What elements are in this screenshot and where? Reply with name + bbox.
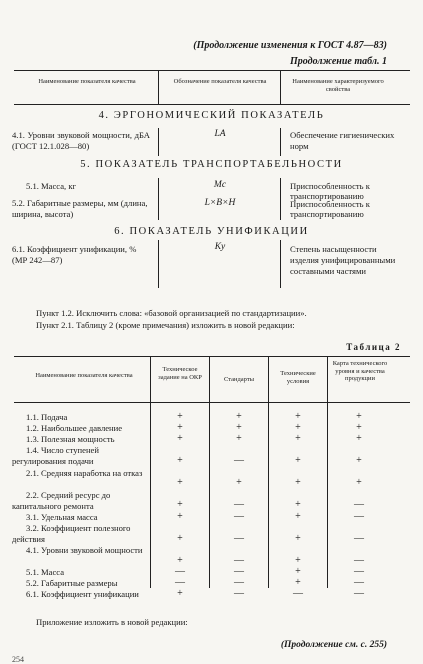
section-title: 6. ПОКАЗАТЕЛЬ УНИФИКАЦИИ bbox=[114, 226, 309, 237]
table2-row-name: 3.2. Коэффициент полезного действия bbox=[12, 523, 131, 544]
table2-row-name: 1.4. Число ступеней регулирования подачи bbox=[12, 445, 99, 466]
table1-header-rule bbox=[14, 104, 410, 105]
dash-mark: — bbox=[234, 499, 244, 510]
dash-mark: — bbox=[175, 566, 185, 577]
table1-row-property: Приспособленность к транспортированию bbox=[290, 181, 370, 201]
table2-col-name: Наименование показателя качества bbox=[35, 372, 133, 379]
table1-header-divider bbox=[158, 70, 159, 104]
table2-row-name: 4.1. Уровни звуковой мощности bbox=[26, 545, 143, 555]
dash-mark: — bbox=[354, 511, 364, 522]
plus-mark: + bbox=[177, 477, 183, 488]
table1-row-symbol: Mc bbox=[213, 180, 227, 190]
plus-mark: + bbox=[295, 511, 301, 522]
plus-mark: + bbox=[356, 477, 362, 488]
plus-mark: + bbox=[177, 533, 183, 544]
dash-mark: — bbox=[175, 577, 185, 588]
dash-mark: — bbox=[234, 511, 244, 522]
plus-mark: + bbox=[177, 511, 183, 522]
continuation-heading: (Продолжение изменения к ГОСТ 4.87—83) bbox=[193, 40, 387, 51]
dash-mark: — bbox=[234, 555, 244, 566]
plus-mark: + bbox=[356, 422, 362, 433]
table1-divider bbox=[280, 128, 281, 156]
table2-col-tz: Техническое задание на ОКР bbox=[158, 366, 202, 381]
instruction-line: Пункт 2.1. Таблицу 2 (кроме примечания) изложить в новой редакции: bbox=[36, 320, 295, 330]
table2-col-tu: Технические условия bbox=[280, 370, 316, 385]
table2-label: Таблица 2 bbox=[346, 342, 401, 352]
plus-mark: + bbox=[295, 499, 301, 510]
appendix-instruction: Приложение изложить в новой редакции: bbox=[36, 617, 188, 627]
table1-divider bbox=[158, 128, 159, 156]
plus-mark: + bbox=[236, 433, 242, 444]
plus-mark: + bbox=[295, 422, 301, 433]
plus-mark: + bbox=[177, 588, 183, 599]
table2-header-rule bbox=[14, 402, 410, 403]
plus-mark: + bbox=[356, 433, 362, 444]
dash-mark: — bbox=[234, 566, 244, 577]
table2-divider bbox=[209, 356, 210, 588]
instruction-line: Пункт 1.2. Исключить слова: «базовой организацией по стандартизации». bbox=[36, 308, 307, 318]
plus-mark: + bbox=[177, 555, 183, 566]
plus-mark: + bbox=[236, 422, 242, 433]
table2-row-name: 1.3. Полезная мощность bbox=[26, 434, 115, 444]
table1-row-symbol: L×B×H bbox=[204, 198, 236, 208]
table1-divider bbox=[158, 178, 159, 220]
table2-row-name: 3.1. Удельная масса bbox=[26, 512, 98, 522]
table2-col-standards: Стандарты bbox=[223, 376, 255, 383]
table2-row-name: 2.2. Средний ресурс до капитального ремонта bbox=[12, 490, 111, 511]
plus-mark: + bbox=[236, 411, 242, 422]
table2-divider bbox=[268, 356, 269, 588]
table1-divider bbox=[158, 240, 159, 288]
table2-row-name: 1.1. Подача bbox=[26, 412, 68, 422]
plus-mark: + bbox=[177, 455, 183, 466]
table2-row-name: 2.1. Средняя наработка на отказ bbox=[26, 468, 143, 478]
table1-row-property: Степень насыщенности изделия унифицированными составными частями bbox=[290, 244, 396, 276]
table1-col-property: Наименование характеризуемого свойства bbox=[292, 78, 384, 93]
plus-mark: + bbox=[177, 411, 183, 422]
section-title: 4. ЭРГОНОМИЧЕСКИЙ ПОКАЗАТЕЛЬ bbox=[98, 110, 325, 121]
table-continuation-label: Продолжение табл. 1 bbox=[289, 56, 387, 67]
plus-mark: + bbox=[177, 422, 183, 433]
table1-col-symbol: Обозначение показателя качества bbox=[173, 78, 267, 85]
continued-note: (Продолжение см. с. 255) bbox=[280, 640, 387, 650]
dash-mark: — bbox=[354, 577, 364, 588]
table1-row-name: 6.1. Коэффициент унификации, % (МР 242—87) bbox=[12, 244, 137, 265]
plus-mark: + bbox=[295, 433, 301, 444]
table2-row-name: 5.1. Масса bbox=[26, 567, 65, 577]
dash-mark: — bbox=[234, 577, 244, 588]
table1-row-property: Обеспечение гигиенических норм bbox=[290, 130, 395, 151]
plus-mark: + bbox=[295, 455, 301, 466]
table1-top-rule bbox=[14, 70, 410, 71]
plus-mark: + bbox=[295, 477, 301, 488]
plus-mark: + bbox=[295, 566, 301, 577]
table1-row-name: 5.2. Габаритные размеры, мм (длина, ширина, высота) bbox=[12, 198, 148, 219]
dash-mark: — bbox=[234, 533, 244, 544]
plus-mark: + bbox=[177, 499, 183, 510]
plus-mark: + bbox=[356, 455, 362, 466]
dash-mark: — bbox=[234, 455, 244, 466]
table1-row-symbol: LA bbox=[214, 129, 226, 139]
dash-mark: — bbox=[354, 533, 364, 544]
table1-row-property: Приспособленность к транспортированию bbox=[290, 199, 370, 219]
table2-top-rule bbox=[14, 356, 410, 357]
table1-divider bbox=[280, 178, 281, 220]
section-title: 5. ПОКАЗАТЕЛЬ ТРАНСПОРТАБЕЛЬНОСТИ bbox=[80, 159, 343, 170]
table2-row-name: 5.2. Габаритные размеры bbox=[26, 578, 118, 588]
dash-mark: — bbox=[293, 588, 303, 599]
table1-header-divider bbox=[280, 70, 281, 104]
plus-mark: + bbox=[295, 577, 301, 588]
table1-col-name: Наименование показателя качества bbox=[38, 78, 136, 85]
table1-divider bbox=[280, 240, 281, 288]
plus-mark: + bbox=[236, 477, 242, 488]
table2-row-name: 6.1. Коэффициент унификации bbox=[26, 589, 139, 599]
dash-mark: — bbox=[354, 588, 364, 599]
plus-mark: + bbox=[295, 533, 301, 544]
page-number: 254 bbox=[12, 655, 24, 664]
dash-mark: — bbox=[354, 566, 364, 577]
table1-row-symbol: Ky bbox=[214, 242, 226, 252]
table2-col-card: Карта технического уровня и качества продукции bbox=[332, 360, 388, 382]
dash-mark: — bbox=[234, 588, 244, 599]
plus-mark: + bbox=[177, 433, 183, 444]
table2-divider bbox=[327, 356, 328, 588]
table1-row-name: 5.1. Масса, кг bbox=[26, 181, 77, 191]
plus-mark: + bbox=[356, 411, 362, 422]
dash-mark: — bbox=[354, 555, 364, 566]
table2-divider bbox=[150, 356, 151, 588]
plus-mark: + bbox=[295, 555, 301, 566]
dash-mark: — bbox=[354, 499, 364, 510]
table1-row-name: 4.1. Уровни звуковой мощности, дБА (ГОСТ 12.1.028—80) bbox=[12, 130, 150, 151]
plus-mark: + bbox=[295, 411, 301, 422]
table2-row-name: 1.2. Наибольшее давление bbox=[26, 423, 123, 433]
